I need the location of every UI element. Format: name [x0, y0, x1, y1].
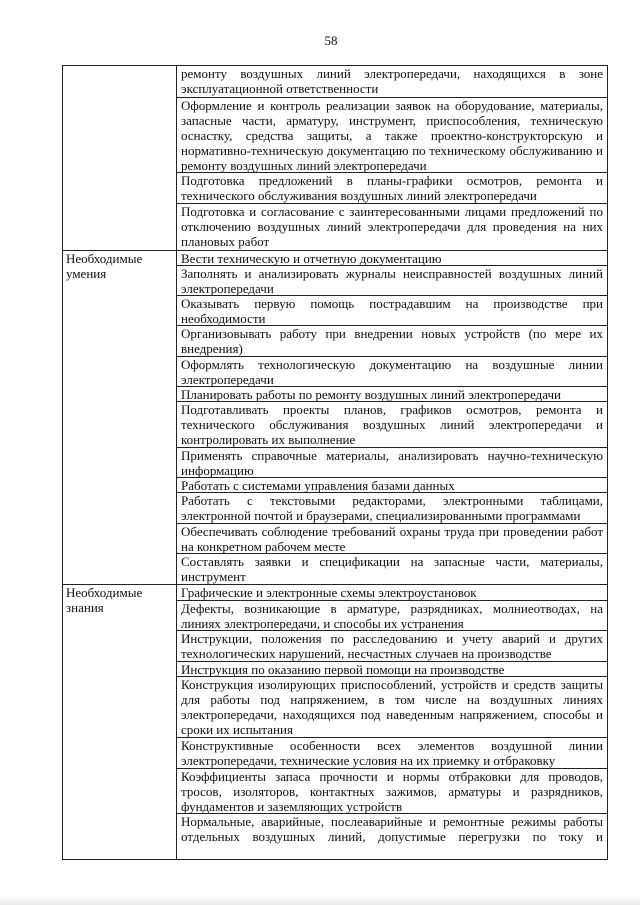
requirement-text: Графические и электронные схемы электроустановок — [181, 585, 477, 600]
requirement-text: Планировать работы по ремонту воздушных линий электропередачи — [181, 387, 561, 401]
requirement-cell — [177, 738, 608, 769]
table-row — [63, 585, 608, 601]
requirement-text: Инструкции, положения по расследованию и учету аварий и других технологических нарушений, несчастных случаев на производстве — [181, 631, 603, 661]
requirement-text: Подготовка и согласование с заинтересованными лицами предложений по отключению воздушных линий электропередачи для проведения на них плановых работ — [181, 204, 603, 249]
scan-edge — [0, 896, 640, 905]
requirement-cell — [177, 296, 608, 326]
requirement-cell — [177, 266, 608, 296]
requirement-text: Подготовка предложений в планы-графики осмотров, ремонта и технического обслуживания воздушных линий электропередачи — [181, 173, 603, 203]
requirement-text: Оформлять технологическую документацию на воздушные линии электропередачи — [181, 357, 603, 386]
section-label: Необходимые умения — [66, 251, 143, 281]
requirement-cell — [177, 357, 608, 387]
requirements-table-body — [63, 66, 608, 860]
requirement-text: ремонту воздушных линий электропередачи, находящихся в зоне эксплуатационной ответственности — [181, 66, 603, 96]
requirement-text: Вести техническую и отчетную документацию — [181, 251, 442, 265]
requirement-text: Применять справочные материалы, анализировать научно-техническую информацию — [181, 448, 603, 477]
requirement-text: Организовывать работу при внедрении новых устройств (по мере их внедрения) — [181, 326, 603, 356]
requirement-cell — [177, 387, 608, 402]
requirement-cell — [177, 601, 608, 631]
requirement-cell — [177, 585, 608, 601]
requirement-cell — [177, 554, 608, 585]
requirement-cell — [177, 662, 608, 677]
requirement-text: Работать с системами управления базами данных — [181, 478, 455, 492]
requirement-cell — [177, 98, 608, 173]
section-label-cell — [63, 66, 177, 251]
requirement-cell — [177, 326, 608, 357]
requirement-cell — [177, 204, 608, 251]
requirement-cell — [177, 251, 608, 266]
section-label-cell — [63, 251, 177, 585]
requirement-text: Составлять заявки и спецификации на запасные части, материалы, инструмент — [181, 554, 603, 584]
requirement-text: Нормальные, аварийные, послеаварийные и ремонтные режимы работы отдельных воздушных линий, допустимые перегрузки по току и — [181, 814, 603, 844]
section-label: Необходимые знания — [66, 585, 143, 615]
requirements-table — [62, 65, 608, 860]
section-label-cell — [63, 585, 177, 860]
page-number: 58 — [324, 33, 338, 48]
requirement-cell — [177, 631, 608, 662]
requirement-cell — [177, 524, 608, 554]
requirement-cell — [177, 493, 608, 524]
requirement-text: Обеспечивать соблюдение требований охраны труда при проведении работ на конкретном рабочем месте — [181, 524, 603, 553]
requirement-text: Заполнять и анализировать журналы неисправностей воздушных линий электропередачи — [181, 266, 603, 295]
requirement-cell — [177, 478, 608, 493]
requirement-cell — [177, 448, 608, 478]
requirement-cell — [177, 402, 608, 448]
requirement-text: Дефекты, возникающие в арматуре, разрядниках, молниеотводах, на линиях электропередачи, и способы их устранения — [181, 601, 603, 630]
requirement-text: Конструктивные особенности всех элементов воздушной линии электропередачи, технические условия на их приемку и отбраковку — [181, 738, 603, 768]
requirement-text: Оформление и контроль реализации заявок на оборудование, материалы, запасные части, арматуру, инструмент, приспособления, техническую оснастку, средства защиты, а также проектно-конструкторскую и нормативно-техническую документацию по техническому обслуживанию и ремонту воздушных линий электропередачи — [181, 98, 603, 172]
table-row — [63, 66, 608, 98]
requirement-text: Работать с текстовыми редакторами, электронными таблицами, электронной почтой и браузерами, специализированными программами — [181, 493, 603, 523]
requirement-cell — [177, 66, 608, 98]
requirement-text: Оказывать первую помощь пострадавшим на производстве при необходимости — [181, 296, 603, 325]
requirement-cell — [177, 173, 608, 204]
requirement-text: Подготавливать проекты планов, графиков осмотров, ремонта и технического обслуживания воздушных линий электропередачи и контролировать их выполнение — [181, 402, 603, 447]
table-row — [63, 251, 608, 266]
requirement-text: Инструкция по оказанию первой помощи на производстве — [181, 662, 505, 676]
requirement-cell — [177, 677, 608, 738]
requirement-text: Коэффициенты запаса прочности и нормы отбраковки для проводов, тросов, изоляторов, контактных зажимов, арматуры и разрядников, фундаментов и заземляющих устройств — [181, 769, 603, 813]
requirement-cell — [177, 814, 608, 860]
requirement-text: Конструкция изолирующих приспособлений, устройств и средств защиты для работы под напряжением, в том числе на воздушных линиях электропередачи, находящихся под наведенным напряжением, способы и сроки их испытания — [181, 677, 603, 737]
requirement-cell — [177, 769, 608, 814]
